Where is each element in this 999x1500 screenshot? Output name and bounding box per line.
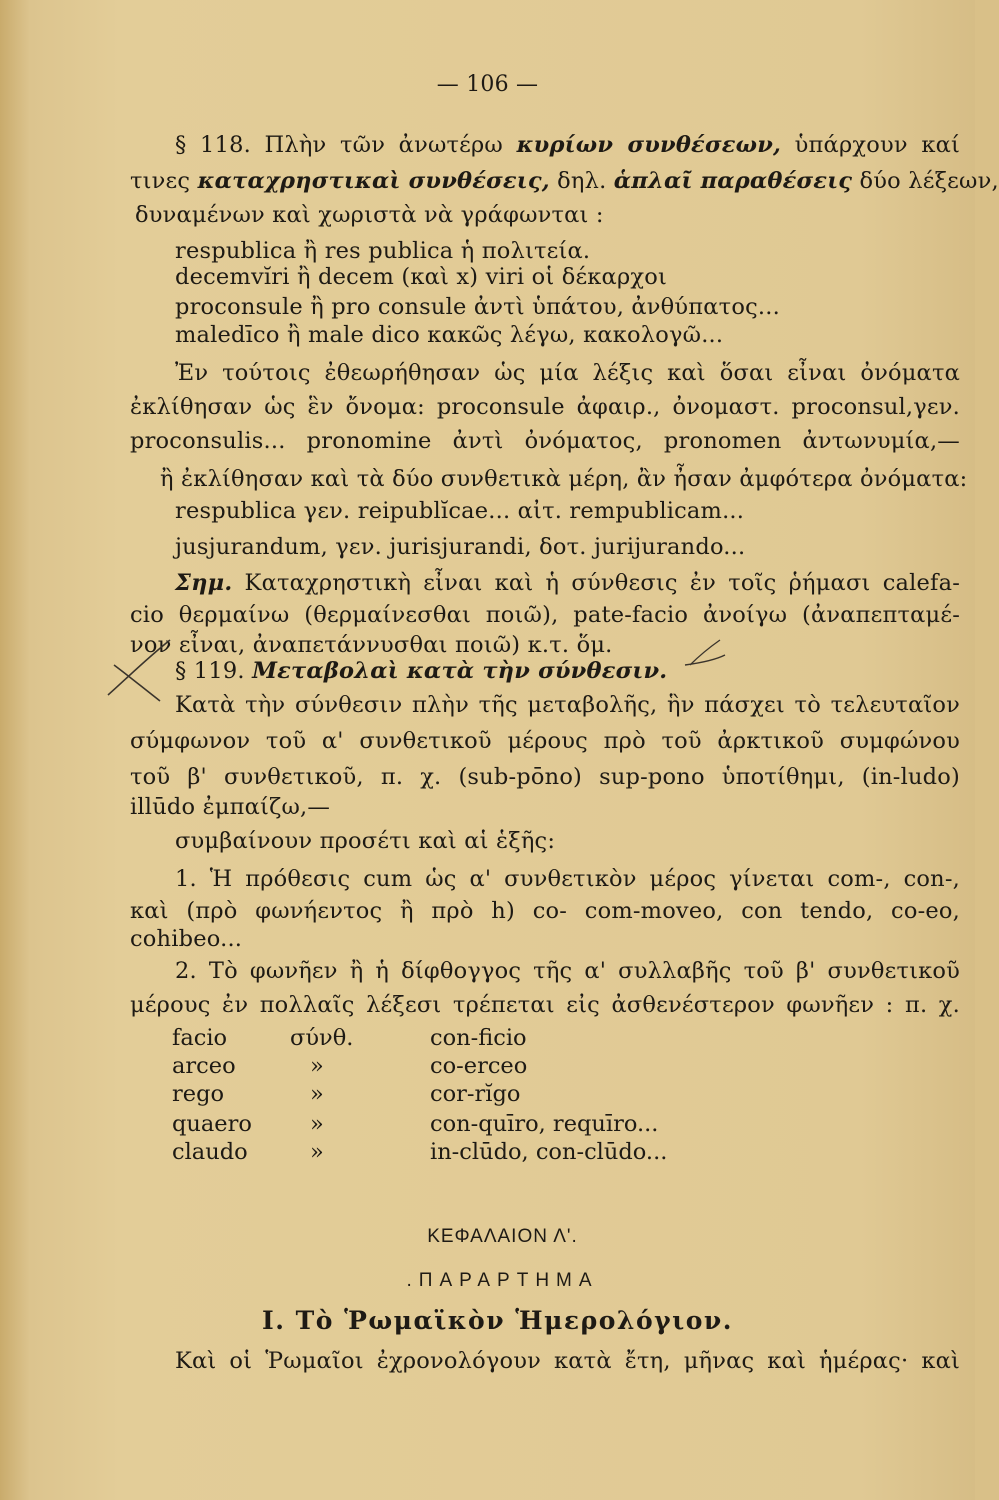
table-cell-compound: con-quīro, requīro... (430, 1111, 659, 1137)
note-line-1: Σημ. Καταχρηστικὴ εἶναι καὶ ἡ σύνθεσις ἐν τοῖς ῥήμασι calefa- (175, 570, 960, 596)
table-cell-compound: co-erceo (430, 1053, 528, 1079)
paragraph-line: proconsulis... pronomine ἀντὶ ὀνόματος, pronomen ἀντωνυμία,— (130, 428, 960, 454)
example-line: respublica ἢ res publica ἡ πολιτεία. (175, 238, 591, 264)
table-cell-marker: » (310, 1111, 324, 1137)
table-cell-compound: cor-rĭgo (430, 1081, 521, 1107)
note-line-3: νον εἶναι, ἀναπετάννυσθαι ποιῶ) κ.τ. ὅμ. (130, 632, 613, 658)
paragraph-line: Ἐν τούτοις ἐθεωρήθησαν ὡς μία λέξις καὶ ὅσαι εἶναι ὀνόματα (175, 360, 960, 386)
paragraph-line: Κατὰ τὴν σύνθεσιν πλὴν τῆς μεταβολῆς, ἣν πάσχει τὸ τελευταῖον (175, 692, 960, 718)
example-line: respublica γεν. reipublĭcae... αἰτ. rempublicam... (175, 498, 745, 524)
example-line: decemvĭri ἢ decem (καὶ x) viri οἱ δέκαρχοι (175, 264, 667, 290)
example-line: jusjurandum, γεν. jurisjurandi, δοτ. jurijurando... (175, 534, 746, 560)
table-cell-simple: rego (172, 1081, 225, 1107)
rule-1-line: 1. Ἡ πρόθεσις cum ὡς α' συνθετικὸν μέρος γίνεται com-, con-, (175, 866, 960, 892)
table-cell-simple: arceo (172, 1053, 236, 1079)
paragraph-line: ἐκλίθησαν ὡς ἓν ὄνομα: proconsule ἀφαιρ., ὀνομαστ. proconsul,γεν. (130, 394, 960, 420)
table-cell-simple: facio (172, 1025, 228, 1051)
table-cell-compound: in-clūdo, con-clūdo... (430, 1139, 668, 1165)
rule-2-line: μέρους ἐν πολλαῖς λέξεσι τρέπεται εἰς ἀσθενέστερον φωνῆεν : π. χ. (130, 992, 960, 1018)
section-119-heading: § 119. Μεταβολαὶ κατὰ τὴν σύνθεσιν. (175, 658, 668, 684)
section-118-line-3: δυναμένων καὶ χωριστὰ νὰ γράφωνται : (135, 202, 604, 228)
table-cell-simple: claudo (172, 1139, 248, 1165)
section-title: I. Τὸ Ῥωμαϊκὸν Ἡμερολόγιον. (262, 1306, 733, 1335)
note-line-2: cio θερμαίνω (θερμαίνεσθαι ποιῶ), pate-facio ἀνοίγω (ἀναπεπταμέ- (130, 602, 960, 628)
rule-2-line: 2. Τὸ φωνῆεν ἢ ἡ δίφθογγος τῆς α' συλλαβῆς τοῦ β' συνθετικοῦ (175, 958, 960, 984)
table-cell-marker: σύνθ. (290, 1025, 354, 1051)
paragraph-line: τοῦ β' συνθετικοῦ, π. χ. (sub-pōno) sup-pono ὑποτίθημι, (in-ludo) (130, 764, 960, 790)
example-line: maledīco ἢ male dico κακῶς λέγω, κακολογῶ... (175, 322, 724, 348)
example-line: proconsule ἢ pro consule ἀντὶ ὑπάτου, ἀνθύπατος... (175, 294, 780, 320)
rule-1-line: cohibeo... (130, 926, 243, 952)
rule-1-line: καὶ (πρὸ φωνήεντος ἢ πρὸ h) co- com-moveo, con tendo, co-eo, (130, 898, 960, 924)
paragraph-line: illūdo ἐμπαίζω,— (130, 794, 331, 820)
table-cell-simple: quaero (172, 1111, 252, 1137)
table-cell-marker: » (310, 1081, 324, 1107)
section-118-line-2: τινες καταχρηστικαὶ συνθέσεις, δηλ. ἁπλαῖ παραθέσεις δύο λέξεων, (130, 168, 999, 194)
table-cell-compound: con-ficio (430, 1025, 527, 1051)
paragraph-line: συμβαίνουν προσέτι καὶ αἱ ἑξῆς: (175, 828, 556, 854)
table-cell-marker: » (310, 1053, 324, 1079)
paragraph-line: ἢ ἐκλίθησαν καὶ τὰ δύο συνθετικὰ μέρη, ἂν ἦσαν ἀμφότερα ὀνόματα: (160, 466, 968, 492)
section-118-line-1: § 118. Πλὴν τῶν ἀνωτέρω κυρίων συνθέσεων, ὑπάρχουν καί (175, 132, 960, 158)
table-cell-marker: » (310, 1139, 324, 1165)
last-line: Καὶ οἱ Ῥωμαῖοι ἐχρονολόγουν κατὰ ἔτη, μῆνας καὶ ἡμέρας· καὶ (175, 1348, 960, 1374)
page-number: — 106 — (436, 72, 539, 97)
chapter-heading: ΚΕΦΑΛΑΙΟΝ Λ'. (427, 1226, 578, 1247)
appendix-heading: .ΠΑΡΑΡΤΗΜΑ (406, 1270, 599, 1291)
paragraph-line: σύμφωνον τοῦ α' συνθετικοῦ μέρους πρὸ τοῦ ἀρκτικοῦ συμφώνου (130, 728, 960, 754)
